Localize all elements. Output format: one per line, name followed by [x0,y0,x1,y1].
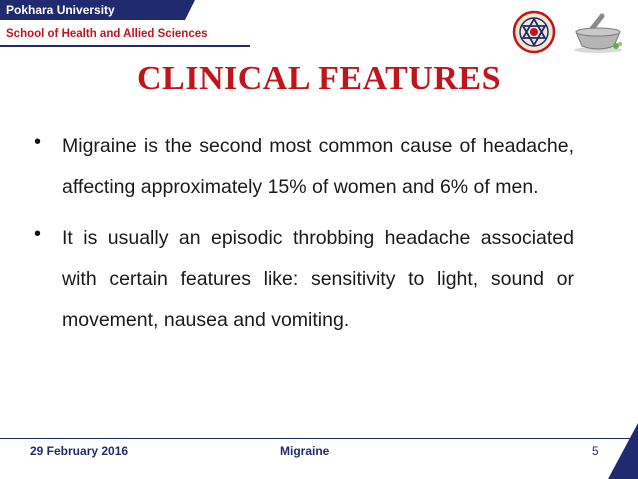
university-seal-icon [512,8,556,56]
university-name: Pokhara University [6,3,115,17]
bullet-text: It is usually an episodic throbbing headache associated with certain features like: sensitivity to light, sound or movement, nausea and vomiting. [62,227,574,331]
footer-divider [0,438,638,439]
bullet-list [34,126,574,351]
header-divider [0,45,250,47]
mortar-pestle-icon [566,12,630,54]
slide-title: CLINICAL FEATURES [136,60,501,97]
footer-date: 29 February 2016 [30,444,129,458]
header-band-tail [185,0,195,20]
corner-decoration [608,423,638,479]
bullet-item [34,218,574,341]
bullet-text: Migraine is the second most common cause of headache, affecting approximately 15% of women and 6% of men. [62,135,574,198]
school-name: School of Health and Allied Sciences [6,28,208,40]
bullet-marker: • [34,131,42,153]
footer-topic: Migraine [280,444,330,458]
bullet-marker: • [34,223,42,245]
bullet-item [34,126,574,208]
page-number: 5 [592,444,599,458]
